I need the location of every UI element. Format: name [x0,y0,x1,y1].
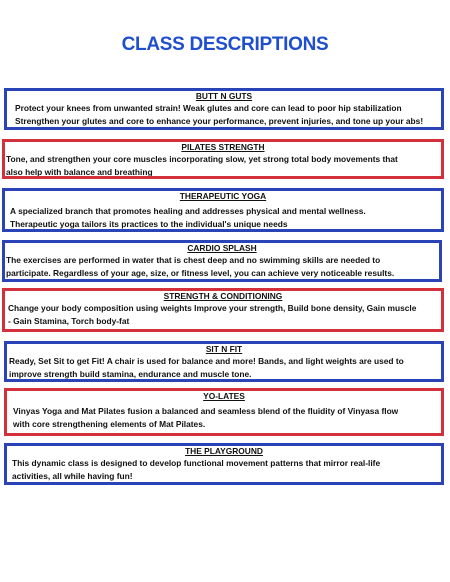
class-description: Change your body composition using weights Improve your strength, Build bone density, Gain muscle - Gain Stamina, Torch body-fat [8,303,417,326]
class-title: THE PLAYGROUND [185,446,263,456]
class-card-strength-conditioning [2,288,444,332]
class-card-therapeutic-yoga [2,188,444,232]
class-card-pilates-strength [2,139,444,179]
class-description: Ready, Set Sit to get Fit! A chair is used for balance and more! Bands, and light weights are used to improve strength build stamina, endurance and muscle tone. [9,356,404,379]
class-card-yo-lates [4,388,444,436]
class-title: THERAPEUTIC YOGA [179,191,267,201]
class-title: STRENGTH & CONDITIONING [163,291,283,301]
class-description: A specialized branch that promotes healing and addresses physical and mental wellness. Therapeutic yoga tailors its practices to the individual's unique needs [10,206,366,229]
class-title: BUTT N GUTS [195,91,253,101]
class-description: The exercises are performed in water that is chest deep and no swimming skills are needed to participate. Regardless of your age, size, or fitness level, you can achieve very noticeable results. [6,255,395,278]
class-card-the-playground [4,443,444,485]
class-title: YO-LATES [203,391,245,401]
class-card-sit-n-fit [4,341,444,382]
class-description: Vinyas Yoga and Mat Pilates fusion a balanced and seamless blend of the fluidity of Vinyasa flow with core strengthening elements of Mat Pilates. [13,406,399,429]
class-description: Protect your knees from unwanted strain! Weak glutes and core can lead to poor hip stabilization Strengthen your glutes and core to enhance your performance, prevent injuries, and tone up your abs! [15,103,424,126]
class-title: SIT N FIT [205,344,243,354]
class-card-butt-n-guts [4,88,444,130]
class-description: This dynamic class is designed to develop functional movement patterns that mirror real-life activities, all while having fun! [12,458,381,481]
class-title: PILATES STRENGTH [181,142,265,152]
class-card-cardio-splash [2,240,442,282]
class-description: Tone, and strengthen your core muscles incorporating slow, yet strong total body movements that also help with balance and breathing [6,154,398,177]
class-title: CARDIO SPLASH [187,243,257,253]
page-title: CLASS DESCRIPTIONS [121,34,329,55]
